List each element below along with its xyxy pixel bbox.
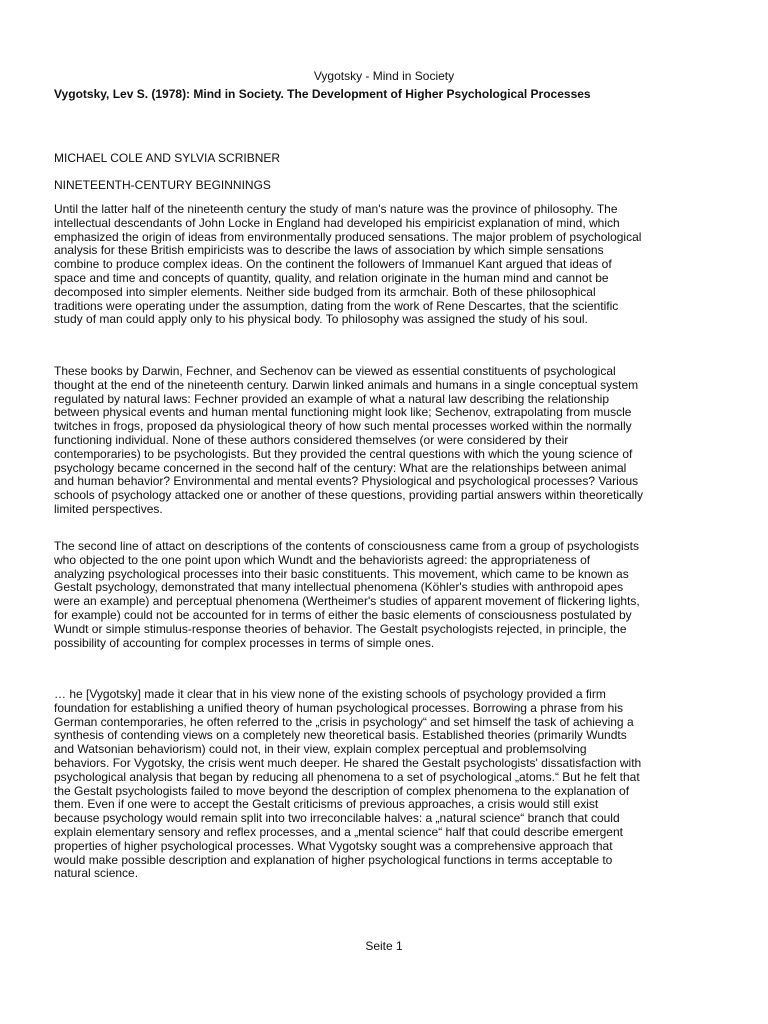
paragraph-2: These books by Darwin, Fechner, and Sechenov can be viewed as essential constituents of psychological thought at the end of the nineteenth century. Darwin linked animals and humans in a single conceptual system regulated by natural laws: Fechner provided an example of what a natural law describing the relationship between physical events and human mental functioning might look like; Sechenov, extrapolating from muscle twitches in frogs, proposed da physiological theory of how such mental processes worked within the normally functioning individual. None of these authors considered themselves (or were considered by their contemporaries) to be psychologists. But they provided the central questions with which the young science of psychology became concerned in the second half of the century: What are the relationships between animal and human behavior? Environmental and mental events? Physiological and psychological processes? Various schools of psychology attacked one or another of these questions, providing partial answers within theoretically limited perspectives. xyxy=(54,364,644,516)
section-heading: NINETEENTH-CENTURY BEGINNINGS xyxy=(54,178,271,192)
authors-line: MICHAEL COLE AND SYLVIA SCRIBNER xyxy=(54,151,281,165)
running-header-title: Vygotsky - Mind in Society xyxy=(313,69,455,83)
citation-heading: Vygotsky, Lev S. (1978): Mind in Society. The Development of Higher Psychological Processes xyxy=(54,87,591,101)
paragraph-4: … he [Vygotsky] made it clear that in his view none of the existing schools of psychology provided a firm foundation for establishing a unified theory of human psychological processes. Borrowing a phrase from his German contemporaries, he often referred to the „crisis in psychology“ and set himself the task of achieving a synthesis of contending views on a completely new theoretical basis. Established theories (primarily Wundts and Watsonian behaviorism) could not, in their view, explain complex perceptual and problemsolving behaviors. For Vygotsky, the crisis went much deeper. He shared the Gestalt psychologists' dissatisfaction with psychological analysis that began by reducing all phenomena to a set of psychological „atoms.“ But he felt that the Gestalt psychologists failed to move beyond the description of complex phenomena to the explanation of them. Even if one were to accept the Gestalt criticisms of previous approaches, a crisis would still exist because psychology would remain split into two irreconcilable halves: a „natural science“ branch that could explain elementary sensory and reflex processes, and a „mental science“ half that could describe emergent properties of higher psychological processes. What Vygotsky sought was a comprehensive approach that would make possible description and explanation of higher psychological functions in terms acceptable to natural science. xyxy=(54,687,642,881)
page-number-footer: Seite 1 xyxy=(365,939,403,953)
paragraph-3: The second line of attact on descriptions of the contents of consciousness came from a group of psychologists who objected to the one point upon which Wundt and the behaviorists agreed: the appropriateness of analyzing psychological processes into their basic constituents. This movement, which came to be known as Gestalt psychology, demonstrated that many intellectual phenomena (Köhler's studies with anthropoid apes were an example) and perceptual phenomena (Wertheimer's studies of apparent movement of flickering lights, for example) could not be accounted for in terms of either the basic elements of consciousness postulated by Wundt or simple stimulus-response theories of behavior. The Gestalt psychologists rejected, in principle, the possibility of accounting for complex processes in terms of simple ones. xyxy=(54,539,640,650)
paragraph-1: Until the latter half of the nineteenth century the study of man's nature was the province of philosophy. The intellectual descendants of John Locke in England had developed his empiricist explanation of mind, which emphasized the origin of ideas from environmentally produced sensations. The major problem of psychological analysis for these British empiricists was to describe the laws of association by which simple sensations combine to produce complex ideas. On the continent the followers of Immanuel Kant argued that ideas of space and time and concepts of quantity, quality, and relation originate in the human mind and cannot be decomposed into simpler elements. Neither side budged from its armchair. Both of these philosophical traditions were operating under the assumption, dating from the work of Rene Descartes, that the scientific study of man could apply only to his physical body. To philosophy was assigned the study of his soul. xyxy=(54,202,642,327)
